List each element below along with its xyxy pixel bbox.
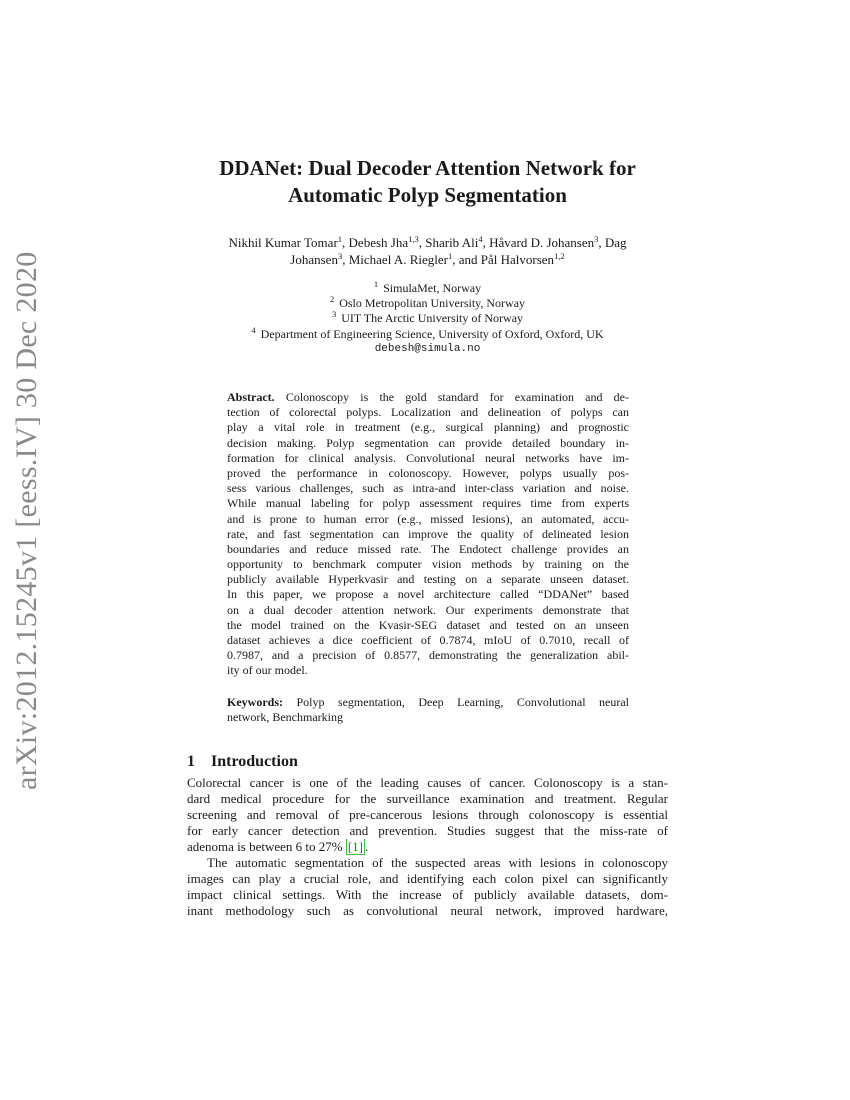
abstract-line: publicly available Hyperkvasir and testing on a separate unseen dataset. [227,572,629,587]
body-line: dard medical procedure for the surveillance examination and treatment. Regular [187,791,668,806]
affiliation-mark: 3 [337,251,343,261]
section-heading [187,753,298,771]
title-line: Automatic Polyp Segmentation [288,183,567,207]
arxiv-identifier: arXiv:2012.15245v1 [eess.IV] 30 Dec 2020 [10,251,43,790]
affiliation-number: 4 [251,324,256,335]
section-title: Introduction [211,753,298,770]
abstract-line: formation for clinical analysis. Convolutional neural networks have im- [227,450,629,465]
abstract-text: Colonoscopy is the gold standard for examination and de- [285,390,629,404]
body-line: Colorectal cancer is one of the leading causes of cancer. Colonoscopy is a stan- [187,775,668,790]
affiliation-mark: 1 [448,251,453,261]
affiliation-mark: 1,2 [554,251,565,261]
affiliation-number: 2 [329,294,335,305]
body-line: The automatic segmentation of the suspected areas with lesions in colonoscopy [207,855,668,870]
affiliation-text: Department of Engineering Science, University of Oxford, Oxford, UK [260,326,604,341]
abstract-line: proved the performance in colonoscopy. However, polyps usually pos- [227,465,629,480]
abstract-line: on a dual decoder attention network. Our experiments demonstrate that [227,602,629,617]
citation-link[interactable]: [1] [347,839,364,854]
contact-email[interactable]: debesh@simula.no [374,342,481,355]
keywords-line: network, Benchmarking [227,710,343,725]
author-name: , Debesh Jha [342,235,409,250]
abstract-line: boundaries and reduce missed rate. The Endotect challenge provides an [227,541,629,556]
abstract-line: and is prone to human error (e.g., missed lesions), an automated, accu- [227,511,629,526]
author-name: , Sharib Ali [418,235,479,250]
affiliation [150,296,705,311]
abstract-line [227,390,629,405]
affiliation-number: 1 [373,279,379,289]
keywords-text: Polyp segmentation, Deep Learning, Convolutional neural [296,695,629,709]
author-name: , Håvard D. Johansen [482,235,595,250]
abstract-line: While manual labeling for polyp assessment requires time from experts [227,496,629,511]
affiliation-mark: 1,3 [408,234,419,244]
body-line: impact clinical settings. With the increase of publicly available datasets, dom- [187,887,668,902]
affiliation [150,324,705,342]
abstract-line: play a vital role in treatment (e.g., surgical planning) and prognostic [227,420,629,435]
abstract-line: In this paper, we propose a novel architecture called “DDANet” based [227,587,629,602]
author-name: , Michael A. Riegler [342,252,448,267]
keywords-line [227,695,629,710]
keywords-label: Keywords: [227,695,283,709]
affiliations [150,281,705,357]
affiliation-mark: 3 [594,234,599,244]
affiliation [150,311,705,326]
affiliation [150,281,705,296]
section-number: 1 [187,753,195,770]
body-text: adenoma is between 6 to 27% [187,839,346,854]
abstract-line: rate, and fast segmentation can improve the quality of delineated lesion [227,526,629,541]
abstract-line: opportunity to benchmark computer vision methods by training on the [227,557,629,572]
affiliation-text: SimulaMet, Norway [383,281,482,295]
abstract-line: 0.7987, and a precision of 0.8577, demonstrating the generalization abil- [227,648,629,663]
author-line [150,251,705,268]
paper-title [150,155,705,209]
abstract-line: dataset achieves a dice coefficient of 0.7874, mIoU of 0.7010, recall of [227,633,629,647]
affiliation-mark: 4 [478,234,483,244]
abstract-line: decision making. Polyp segmentation can provide detailed boundary in- [227,435,629,450]
keywords [227,695,629,725]
author-name: , Dag [598,235,627,250]
affiliation-text: Oslo Metropolitan University, Norway [339,296,526,311]
abstract-line: ity of our model. [227,663,308,678]
introduction-body [187,775,668,919]
body-line: inant methodology such as convolutional neural network, improved hardware, [187,903,668,918]
abstract [227,390,629,679]
author-list [150,234,705,268]
abstract-line: the model trained on the Kvasir-SEG dataset and tested on an unseen [227,617,629,632]
body-line: for early cancer detection and prevention. Studies suggest that the miss-rate of [187,823,668,838]
abstract-line: sess various challenges, such as intra-and inter-class variation and noise. [227,481,629,496]
author-line [150,234,705,251]
abstract-label: Abstract. [227,390,275,404]
author-name: , and Pål Halvorsen [452,252,555,267]
author-name: Johansen [290,252,338,267]
body-line [187,839,668,855]
abstract-line: tection of colorectal polyps. Localization and delineation of polyps can [227,405,629,420]
body-text: . [365,839,369,854]
affiliation-text: UIT The Arctic University of Norway [341,311,524,326]
body-line: images can play a crucial role, and identifying each colon pixel can significantly [187,871,668,886]
affiliation-number: 3 [331,309,337,320]
affiliation-mark: 1 [337,234,343,244]
title-line: DDANet: Dual Decoder Attention Network for [219,156,636,180]
author-name: Nikhil Kumar Tomar [228,235,338,250]
body-line: screening and removal of pre-cancerous lesions through colonoscopy is essential [187,807,668,822]
